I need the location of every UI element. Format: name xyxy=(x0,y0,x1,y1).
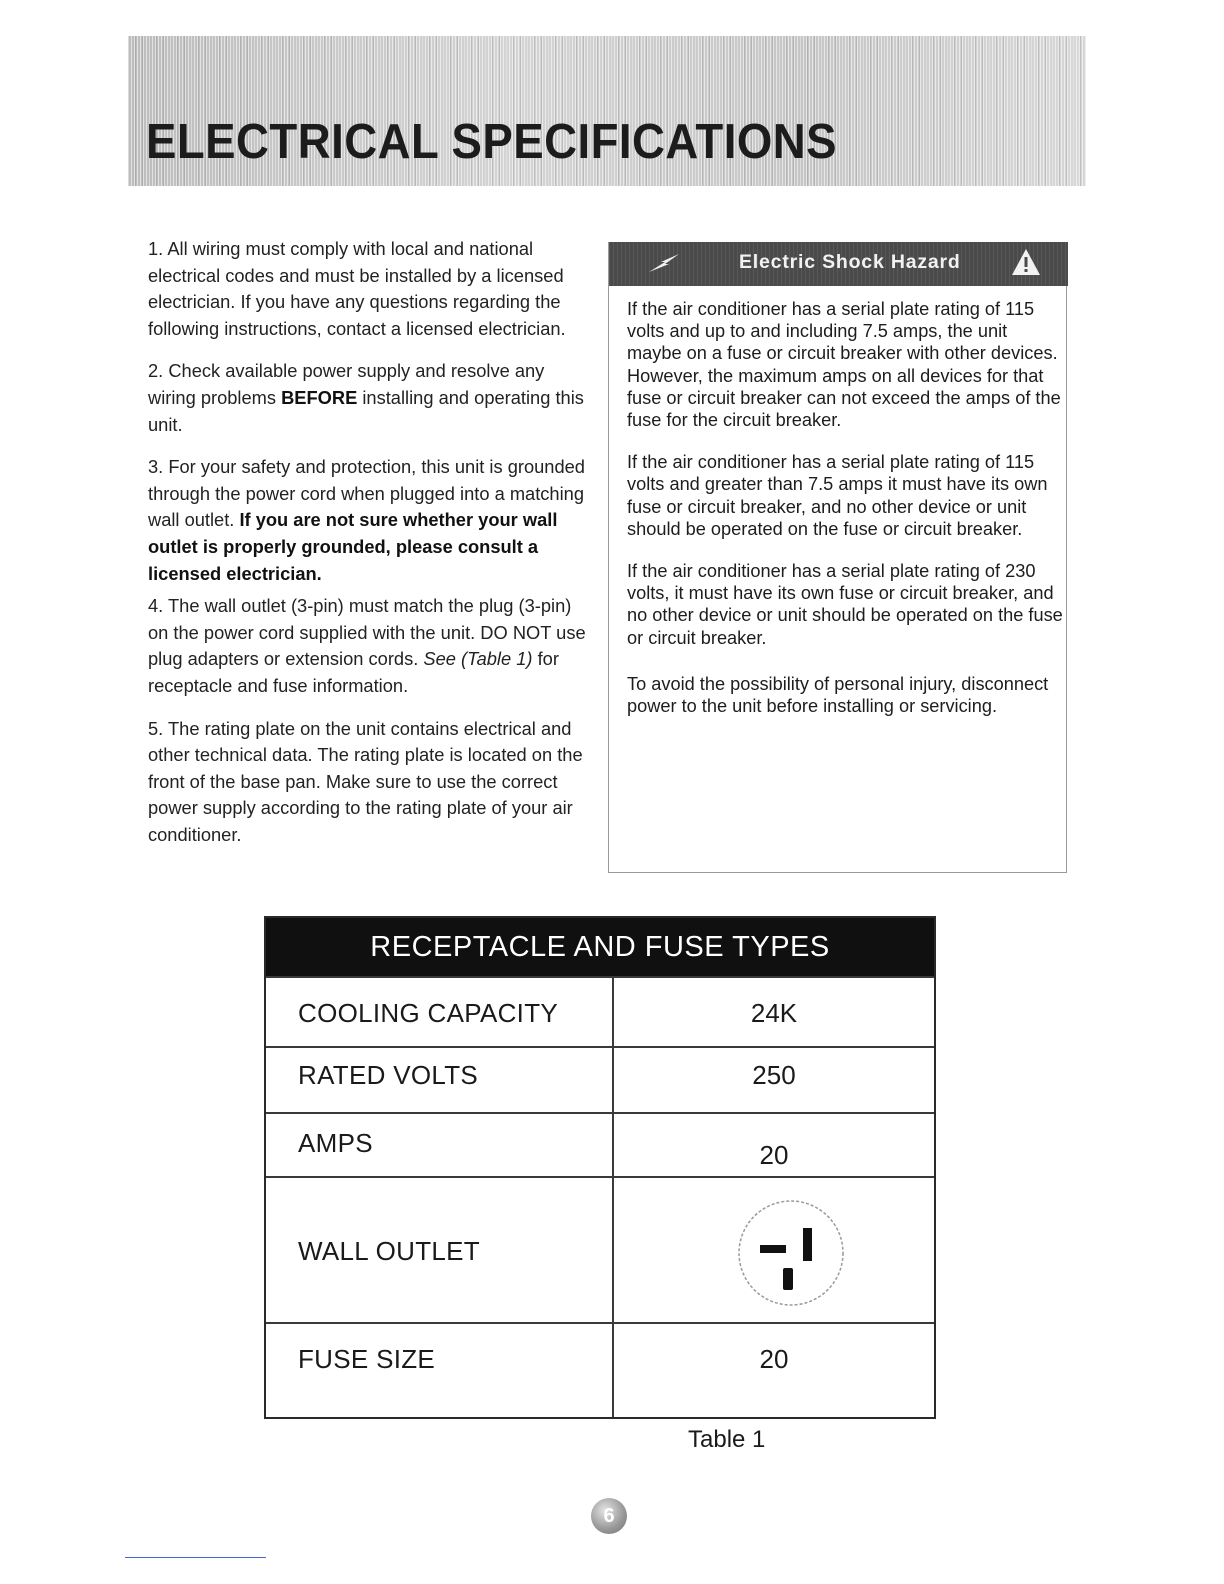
warning-paragraph: If the air conditioner has a serial plate rating of 115 volts and greater than 7.5 amps it must have its own fuse or circuit breaker, and no other device or unit should be operated on the fuse or circuit breaker. xyxy=(627,452,1048,539)
row-label: COOLING CAPACITY xyxy=(298,998,559,1028)
warning-triangle-icon xyxy=(1011,247,1041,277)
warning-paragraph: If the air conditioner has a serial plate rating of 115 volts and up to and including 7.5 amps, the unit maybe on a fuse or circuit breaker with other devices. However, the maximum amps on all devices for that fuse or circuit breaker can not exceed the amps of the fuse for the circuit breaker. xyxy=(627,299,1061,431)
table-row xyxy=(266,1112,934,1176)
table-title: RECEPTACLE AND FUSE TYPES xyxy=(266,918,934,976)
table-row xyxy=(266,1176,934,1322)
row-value: 20 xyxy=(759,1140,789,1170)
table-row xyxy=(266,1322,934,1417)
header-banner xyxy=(128,36,1086,186)
row-label: AMPS xyxy=(298,1128,373,1158)
instructions-column xyxy=(148,236,592,864)
row-value: 20 xyxy=(759,1344,789,1374)
instruction-4: 4. The wall outlet (3-pin) must match the plug (3-pin) on the power cord supplied with the unit. DO NOT use plug adapters or extension cords. See (Table 1) for receptacle and fuse information. xyxy=(148,595,586,696)
warning-header xyxy=(609,242,1068,286)
warning-body xyxy=(627,298,1063,737)
instruction-1: 1. All wiring must comply with local and national electrical codes and must be installed by a licensed electrician. If you have any questions regarding the following instructions, contact a licensed electrician. xyxy=(148,238,566,339)
warning-paragraph: If the air conditioner has a serial plate rating of 230 volts, it must have its own fuse or circuit breaker, and no other device or unit should be operated on the fuse or circuit breaker. xyxy=(627,561,1063,648)
footer-rule xyxy=(125,1557,266,1558)
wall-outlet-icon xyxy=(733,1198,849,1308)
instruction-3: 3. For your safety and protection, this unit is grounded through the power cord when plugged into a matching wall outlet. If you are not sure whether your wall outlet is properly grounded, please consult a licensed electrician. xyxy=(148,456,585,584)
row-label: RATED VOLTS xyxy=(298,1060,479,1090)
instruction-2: 2. Check available power supply and resolve any wiring problems BEFORE installing and operating this unit. xyxy=(148,360,584,435)
table-caption: Table 1 xyxy=(688,1426,766,1453)
warning-title: Electric Shock Hazard xyxy=(739,251,961,273)
table-row xyxy=(266,1046,934,1112)
table-reference: See (Table 1) xyxy=(423,648,533,670)
lightning-bolt-icon xyxy=(645,250,683,278)
receptacle-fuse-table xyxy=(264,916,936,1419)
page-title: ELECTRICAL SPECIFICATIONS xyxy=(146,115,838,169)
warning-paragraph: To avoid the possibility of personal injury, disconnect power to the unit before installing or servicing. xyxy=(627,673,1049,717)
row-label: FUSE SIZE xyxy=(298,1344,436,1374)
row-value: 24K xyxy=(750,998,798,1028)
table-row xyxy=(266,976,934,1046)
row-label: WALL OUTLET xyxy=(298,1236,480,1266)
warning-box xyxy=(608,242,1067,873)
instruction-5: 5. The rating plate on the unit contains electrical and other technical data. The rating plate is located on the front of the base pan. Make sure to use the correct power supply according to the rating plate of your air conditioner. xyxy=(148,717,583,845)
row-value: 250 xyxy=(752,1060,796,1090)
page-number: 6 xyxy=(591,1498,627,1534)
